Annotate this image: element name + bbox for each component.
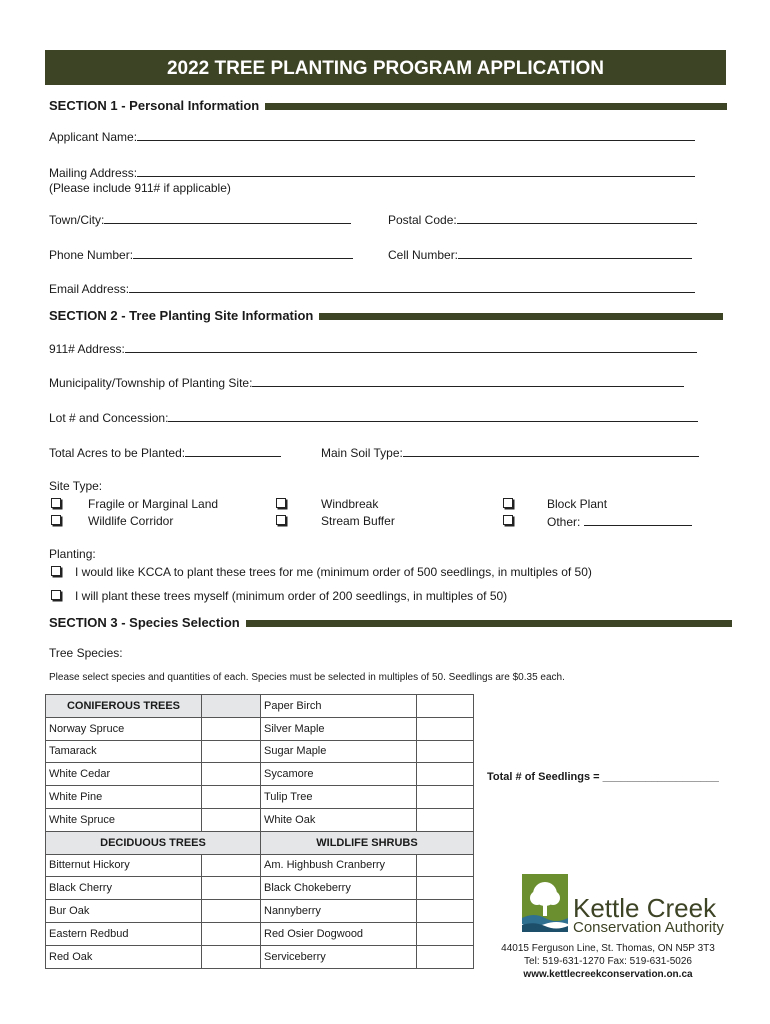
qty-cell[interactable] — [202, 786, 261, 809]
site-type-wildlife-corridor: Wildlife Corridor — [88, 514, 174, 528]
checkbox-icon[interactable] — [503, 498, 513, 508]
site-type-other[interactable]: Other: — [547, 514, 692, 529]
species-cell: White Cedar — [46, 763, 202, 786]
table-row — [46, 740, 474, 763]
qty-cell[interactable] — [417, 695, 474, 718]
species-cell: Silver Maple — [261, 717, 417, 740]
checkbox-icon[interactable] — [51, 566, 61, 576]
mailing-address-field[interactable]: Mailing Address: — [49, 165, 695, 180]
postal-code-field[interactable]: Postal Code: — [388, 212, 697, 227]
qty-cell[interactable] — [417, 945, 474, 968]
qty-cell[interactable] — [417, 717, 474, 740]
species-cell: White Pine — [46, 786, 202, 809]
qty-cell[interactable] — [417, 854, 474, 877]
site-type-fragile: Fragile or Marginal Land — [88, 497, 219, 511]
site-type-windbreak: Windbreak — [321, 497, 379, 511]
section-rule — [246, 620, 732, 627]
org-phone: Tel: 519-631-1270 Fax: 519-631-5026 — [524, 956, 692, 967]
species-cell: Eastern Redbud — [46, 922, 202, 945]
site-type-stream-buffer: Stream Buffer — [321, 514, 395, 528]
main-soil-type-field[interactable]: Main Soil Type: — [321, 445, 699, 460]
qty-cell[interactable] — [417, 922, 474, 945]
qty-cell[interactable] — [417, 877, 474, 900]
table-row — [46, 922, 474, 945]
species-cell: Tulip Tree — [261, 786, 417, 809]
total-seedlings-field[interactable]: Total # of Seedlings = ___________________ — [487, 771, 719, 783]
species-cell: Black Chokeberry — [261, 877, 417, 900]
species-cell: Serviceberry — [261, 945, 417, 968]
section-rule — [319, 313, 723, 320]
applicant-name-field[interactable]: Applicant Name: — [49, 129, 695, 144]
species-cell: Red Oak — [46, 945, 202, 968]
form-title: 2022 TREE PLANTING PROGRAM APPLICATION — [45, 50, 726, 85]
species-cell: Sugar Maple — [261, 740, 417, 763]
table-row — [46, 854, 474, 877]
deciduous-header: DECIDUOUS TREES — [46, 831, 261, 854]
tree-logo-icon — [522, 874, 568, 932]
qty-cell[interactable] — [417, 808, 474, 831]
species-cell: Bitternut Hickory — [46, 854, 202, 877]
species-cell: Am. Highbush Cranberry — [261, 854, 417, 877]
species-cell: Norway Spruce — [46, 717, 202, 740]
lot-concession-field[interactable]: Lot # and Concession: — [49, 410, 698, 425]
checkbox-icon[interactable] — [276, 515, 286, 525]
email-address-field[interactable]: Email Address: — [49, 281, 695, 296]
org-subname: Conservation Authority — [573, 919, 724, 936]
qty-cell[interactable] — [202, 945, 261, 968]
qty-cell[interactable] — [417, 763, 474, 786]
species-cell: Bur Oak — [46, 900, 202, 923]
species-cell: Nannyberry — [261, 900, 417, 923]
phone-number-field[interactable]: Phone Number: — [49, 247, 353, 262]
site-type-block-plant: Block Plant — [547, 497, 608, 511]
qty-cell[interactable] — [202, 854, 261, 877]
cell-number-field[interactable]: Cell Number: — [388, 247, 692, 262]
qty-cell[interactable] — [417, 786, 474, 809]
qty-cell[interactable] — [202, 717, 261, 740]
species-cell: Sycamore — [261, 763, 417, 786]
table-row — [46, 900, 474, 923]
species-table — [45, 694, 474, 969]
species-cell: White Oak — [261, 808, 417, 831]
qty-cell[interactable] — [202, 877, 261, 900]
qty-cell[interactable] — [202, 922, 261, 945]
species-instructions: Please select species and quantities of each. Species must be selected in multiples of 50. Seedlings are $0.35 each. — [49, 672, 565, 683]
checkbox-icon[interactable] — [51, 590, 61, 600]
qty-cell[interactable] — [202, 695, 261, 718]
911-address-field[interactable]: 911# Address: — [49, 341, 697, 356]
section-1-heading: SECTION 1 - Personal Information — [49, 98, 727, 114]
qty-cell[interactable] — [202, 900, 261, 923]
planting-option-kcca: I would like KCCA to plant these trees for me (minimum order of 500 seedlings, in multiples of 50) — [75, 565, 592, 579]
qty-cell[interactable] — [417, 740, 474, 763]
species-cell: Black Cherry — [46, 877, 202, 900]
municipality-field[interactable]: Municipality/Township of Planting Site: — [49, 375, 684, 390]
org-address: 44015 Ferguson Line, St. Thomas, ON N5P 3T3 — [501, 943, 715, 954]
checkbox-icon[interactable] — [503, 515, 513, 525]
org-name: Kettle Creek — [573, 893, 717, 923]
mailing-address-note: (Please include 911# if applicable) — [49, 181, 231, 195]
org-website[interactable]: www.kettlecreekconservation.on.ca — [523, 969, 693, 980]
species-cell: Tamarack — [46, 740, 202, 763]
qty-cell[interactable] — [417, 900, 474, 923]
qty-cell[interactable] — [202, 763, 261, 786]
site-type-label: Site Type: — [49, 479, 103, 493]
table-row — [46, 695, 474, 718]
shrubs-header: WILDLIFE SHRUBS — [261, 831, 474, 854]
town-city-field[interactable]: Town/City: — [49, 212, 351, 227]
table-row — [46, 808, 474, 831]
qty-cell[interactable] — [202, 808, 261, 831]
org-contact — [480, 942, 736, 981]
table-row — [46, 717, 474, 740]
planting-label: Planting: — [49, 547, 96, 561]
total-acres-field[interactable]: Total Acres to be Planted: — [49, 445, 281, 460]
table-row — [46, 945, 474, 968]
section-3-heading: SECTION 3 - Species Selection — [49, 615, 732, 631]
species-cell: White Spruce — [46, 808, 202, 831]
tree-species-label: Tree Species: — [49, 646, 123, 660]
section-2-heading: SECTION 2 - Tree Planting Site Information — [49, 308, 723, 324]
qty-cell[interactable] — [202, 740, 261, 763]
table-row — [46, 831, 474, 854]
table-row — [46, 877, 474, 900]
species-cell: Paper Birch — [261, 695, 417, 718]
checkbox-icon[interactable] — [276, 498, 286, 508]
checkbox-icon[interactable] — [51, 498, 61, 508]
checkbox-icon[interactable] — [51, 515, 61, 525]
section-rule — [265, 103, 727, 110]
planting-option-self: I will plant these trees myself (minimum order of 200 seedlings, in multiples of 50) — [75, 589, 508, 603]
table-row — [46, 786, 474, 809]
species-cell: Red Osier Dogwood — [261, 922, 417, 945]
table-row — [46, 763, 474, 786]
coniferous-header: CONIFEROUS TREES — [46, 695, 202, 718]
